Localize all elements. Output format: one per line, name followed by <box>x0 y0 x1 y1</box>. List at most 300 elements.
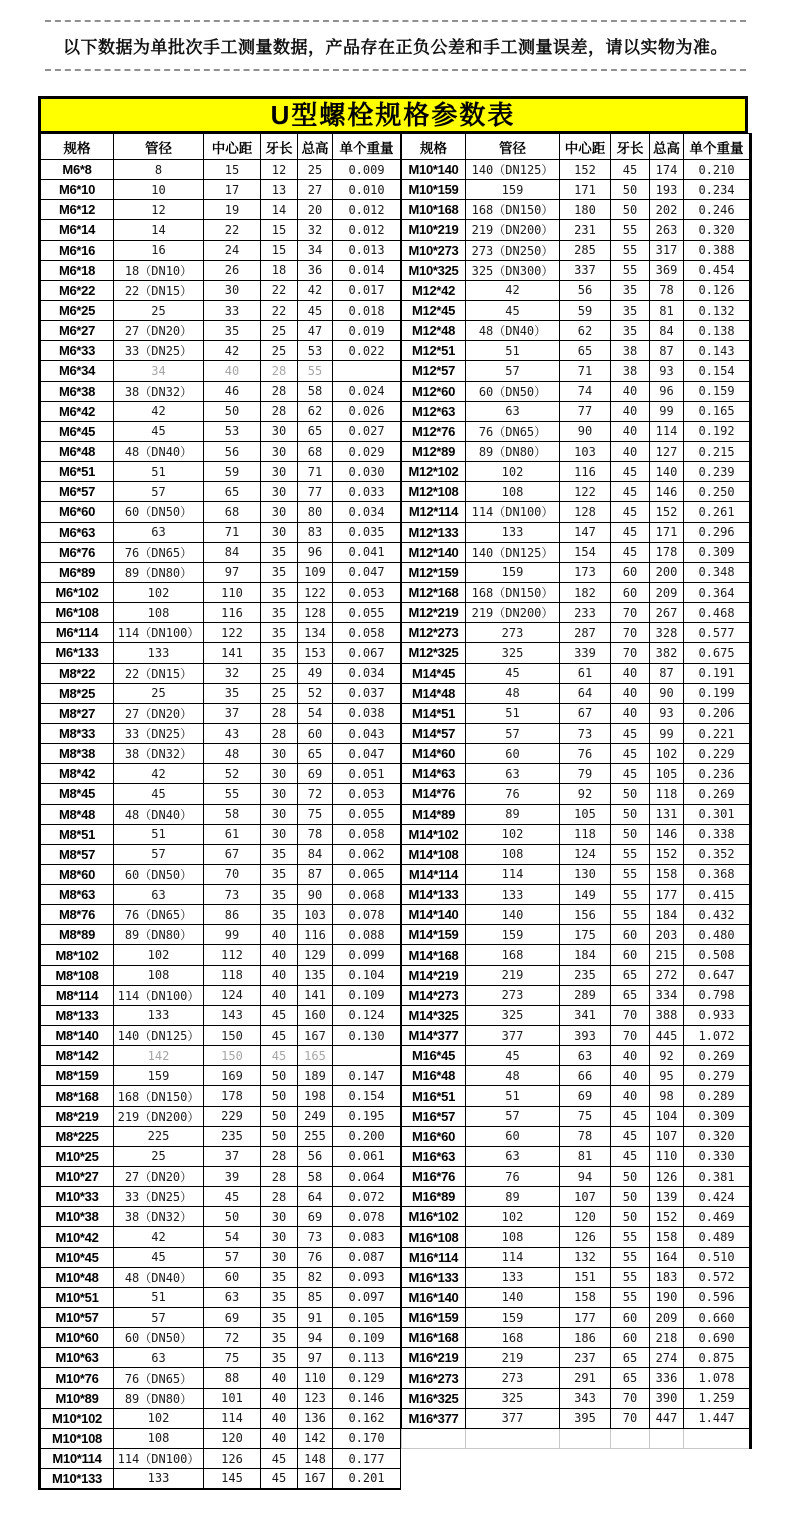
value-cell: 25 <box>114 300 204 320</box>
value-cell: 0.368 <box>684 864 751 884</box>
value-cell: 0.162 <box>333 1408 401 1428</box>
value-cell: 95 <box>650 1066 684 1086</box>
value-cell: 48（DN40） <box>114 804 204 824</box>
table-row <box>402 623 751 643</box>
table-row <box>40 562 401 582</box>
value-cell: 54 <box>298 703 333 723</box>
table-row <box>402 643 751 663</box>
table-row <box>402 1267 751 1287</box>
value-cell: 110 <box>204 582 261 602</box>
value-cell: 40 <box>261 985 298 1005</box>
spec-cell: M10*108 <box>40 1428 114 1448</box>
value-cell: 72 <box>204 1328 261 1348</box>
value-cell: 35 <box>261 542 298 562</box>
spec-cell: M10*45 <box>40 1247 114 1267</box>
value-cell: 142 <box>114 1046 204 1066</box>
value-cell: 60（DN50） <box>114 502 204 522</box>
value-cell: 317 <box>650 240 684 260</box>
value-cell: 90 <box>560 421 611 441</box>
spec-cell: M8*60 <box>40 864 114 884</box>
spec-cell: M10*219 <box>402 220 466 240</box>
spec-cell: M6*33 <box>40 341 114 361</box>
spec-cell: M8*89 <box>40 925 114 945</box>
table-row <box>402 844 751 864</box>
value-cell: 73 <box>560 723 611 743</box>
spec-cell: M6*42 <box>40 401 114 421</box>
value-cell: 45 <box>611 482 650 502</box>
spec-cell: M16*140 <box>402 1287 466 1307</box>
table-row <box>40 1066 401 1086</box>
value-cell: 325 <box>466 1388 560 1408</box>
value-cell: 53 <box>204 421 261 441</box>
value-cell: 150 <box>204 1046 261 1066</box>
table-row <box>40 200 401 220</box>
value-cell: 132 <box>560 1247 611 1267</box>
tables-container <box>38 133 748 1490</box>
spec-cell: M8*42 <box>40 764 114 784</box>
value-cell: 30 <box>261 744 298 764</box>
value-cell: 131 <box>650 804 684 824</box>
table-row <box>40 300 401 320</box>
value-cell: 87 <box>650 663 684 683</box>
value-cell <box>333 361 401 381</box>
value-cell: 152 <box>650 844 684 864</box>
value-cell: 164 <box>650 1247 684 1267</box>
column-header: 规格 <box>402 134 466 160</box>
spec-cell: M6*57 <box>40 482 114 502</box>
spec-cell: M16*133 <box>402 1267 466 1287</box>
value-cell: 145 <box>204 1469 261 1489</box>
table-row <box>40 623 401 643</box>
spec-cell: M16*325 <box>402 1388 466 1408</box>
value-cell: 233 <box>560 603 611 623</box>
value-cell: 158 <box>650 1227 684 1247</box>
value-cell: 42 <box>466 280 560 300</box>
spec-cell: M8*45 <box>40 784 114 804</box>
value-cell: 273（DN250） <box>466 240 560 260</box>
table-row <box>402 1348 751 1368</box>
spec-cell: M6*102 <box>40 582 114 602</box>
value-cell: 108 <box>466 844 560 864</box>
value-cell: 40 <box>261 925 298 945</box>
value-cell: 28 <box>261 723 298 743</box>
value-cell: 0.933 <box>684 1005 751 1025</box>
value-cell: 40 <box>611 663 650 683</box>
value-cell: 0.239 <box>684 462 751 482</box>
value-cell: 40 <box>261 1408 298 1428</box>
value-cell: 28 <box>261 1146 298 1166</box>
spec-cell: M12*159 <box>402 562 466 582</box>
value-cell: 92 <box>560 784 611 804</box>
table-row <box>402 381 751 401</box>
value-cell: 0.170 <box>333 1428 401 1448</box>
value-cell: 377 <box>466 1408 560 1428</box>
value-cell: 102 <box>466 462 560 482</box>
table-row <box>40 1368 401 1388</box>
table-row <box>402 885 751 905</box>
value-cell: 35 <box>611 321 650 341</box>
value-cell: 108 <box>114 1428 204 1448</box>
value-cell: 159 <box>466 180 560 200</box>
value-cell: 58 <box>204 804 261 824</box>
value-cell: 135 <box>298 965 333 985</box>
value-cell: 101 <box>204 1388 261 1408</box>
value-cell: 30 <box>261 502 298 522</box>
value-cell: 219（DN200） <box>466 220 560 240</box>
value-cell: 272 <box>650 965 684 985</box>
value-cell: 28 <box>261 381 298 401</box>
table-row <box>402 764 751 784</box>
value-cell: 55 <box>611 1247 650 1267</box>
value-cell: 70 <box>204 864 261 884</box>
spec-cell: M6*63 <box>40 522 114 542</box>
value-cell: 150 <box>204 1026 261 1046</box>
value-cell: 89（DN80） <box>114 1388 204 1408</box>
value-cell: 14 <box>114 220 204 240</box>
value-cell: 40 <box>611 1086 650 1106</box>
value-cell: 40 <box>261 945 298 965</box>
value-cell: 40 <box>611 421 650 441</box>
value-cell: 0.014 <box>333 260 401 280</box>
empty-cell <box>684 1428 751 1448</box>
spec-cell: M14*159 <box>402 925 466 945</box>
value-cell: 84 <box>298 844 333 864</box>
spec-cell: M10*33 <box>40 1187 114 1207</box>
value-cell: 55 <box>298 361 333 381</box>
value-cell: 445 <box>650 1026 684 1046</box>
value-cell: 76 <box>466 784 560 804</box>
value-cell: 46 <box>204 381 261 401</box>
spec-cell: M8*219 <box>40 1106 114 1126</box>
value-cell: 22 <box>261 300 298 320</box>
value-cell: 0.047 <box>333 562 401 582</box>
value-cell: 0.037 <box>333 683 401 703</box>
value-cell: 97 <box>298 1348 333 1368</box>
value-cell: 180 <box>560 200 611 220</box>
right-table <box>401 133 752 1449</box>
spec-cell: M14*57 <box>402 723 466 743</box>
value-cell: 167 <box>298 1026 333 1046</box>
value-cell: 235 <box>204 1126 261 1146</box>
table-row <box>402 421 751 441</box>
value-cell: 65 <box>560 341 611 361</box>
value-cell: 177 <box>560 1308 611 1328</box>
value-cell: 60（DN50） <box>466 381 560 401</box>
value-cell: 0.055 <box>333 804 401 824</box>
value-cell: 190 <box>650 1287 684 1307</box>
value-cell: 169 <box>204 1066 261 1086</box>
value-cell: 15 <box>261 240 298 260</box>
table-row <box>402 160 751 180</box>
spec-cell: M12*89 <box>402 441 466 461</box>
value-cell: 0.065 <box>333 864 401 884</box>
table-row <box>402 361 751 381</box>
value-cell: 35 <box>261 562 298 582</box>
spec-cell: M6*18 <box>40 260 114 280</box>
value-cell: 77 <box>298 482 333 502</box>
value-cell: 219 <box>466 1348 560 1368</box>
spec-cell: M6*38 <box>40 381 114 401</box>
value-cell: 13 <box>261 180 298 200</box>
value-cell: 30 <box>261 784 298 804</box>
value-cell: 388 <box>650 1005 684 1025</box>
value-cell: 141 <box>298 985 333 1005</box>
spec-cell: M14*168 <box>402 945 466 965</box>
value-cell: 40 <box>261 1368 298 1388</box>
value-cell: 129 <box>298 945 333 965</box>
value-cell: 0.489 <box>684 1227 751 1247</box>
value-cell: 108 <box>114 965 204 985</box>
value-cell: 25 <box>261 663 298 683</box>
spec-cell: M12*133 <box>402 522 466 542</box>
value-cell: 334 <box>650 985 684 1005</box>
value-cell: 114 <box>466 864 560 884</box>
value-cell: 291 <box>560 1368 611 1388</box>
value-cell: 218 <box>650 1328 684 1348</box>
table-row <box>402 683 751 703</box>
value-cell: 89 <box>466 804 560 824</box>
table-row <box>40 723 401 743</box>
table-row <box>40 1227 401 1247</box>
value-cell: 98 <box>650 1086 684 1106</box>
spec-cell: M8*108 <box>40 965 114 985</box>
value-cell: 114 <box>650 421 684 441</box>
value-cell: 219 <box>466 965 560 985</box>
value-cell: 0.088 <box>333 925 401 945</box>
table-row <box>40 1026 401 1046</box>
value-cell: 0.062 <box>333 844 401 864</box>
table-row <box>402 1247 751 1267</box>
value-cell: 45 <box>466 300 560 320</box>
value-cell: 0.053 <box>333 582 401 602</box>
table-row <box>40 462 401 482</box>
value-cell: 0.051 <box>333 764 401 784</box>
value-cell: 0.078 <box>333 905 401 925</box>
value-cell: 200 <box>650 562 684 582</box>
value-cell: 0.078 <box>333 1207 401 1227</box>
value-cell: 225 <box>114 1126 204 1146</box>
table-row <box>402 321 751 341</box>
value-cell: 76（DN65） <box>114 542 204 562</box>
value-cell: 19 <box>204 200 261 220</box>
value-cell: 102 <box>114 1408 204 1428</box>
spec-cell: M8*133 <box>40 1005 114 1025</box>
value-cell: 159 <box>466 562 560 582</box>
value-cell: 126 <box>560 1227 611 1247</box>
value-cell: 123 <box>298 1388 333 1408</box>
table-row <box>40 220 401 240</box>
table-row <box>40 1146 401 1166</box>
spec-cell: M12*63 <box>402 401 466 421</box>
value-cell: 45 <box>611 462 650 482</box>
table-row <box>402 1146 751 1166</box>
spec-cell: M12*60 <box>402 381 466 401</box>
table-row <box>402 300 751 320</box>
table-row <box>40 1005 401 1025</box>
spec-cell: M12*108 <box>402 482 466 502</box>
spec-cell: M16*57 <box>402 1106 466 1126</box>
value-cell: 65 <box>611 985 650 1005</box>
spec-cell: M10*140 <box>402 160 466 180</box>
value-cell: 94 <box>560 1167 611 1187</box>
value-cell: 50 <box>261 1066 298 1086</box>
value-cell: 63 <box>560 1046 611 1066</box>
value-cell: 263 <box>650 220 684 240</box>
value-cell: 51 <box>114 824 204 844</box>
table-row <box>402 1167 751 1187</box>
value-cell: 35 <box>261 1267 298 1287</box>
value-cell: 337 <box>560 260 611 280</box>
value-cell: 55 <box>204 784 261 804</box>
column-header: 总高 <box>650 134 684 160</box>
value-cell: 0.675 <box>684 643 751 663</box>
value-cell: 390 <box>650 1388 684 1408</box>
value-cell: 35 <box>261 864 298 884</box>
value-cell: 92 <box>650 1046 684 1066</box>
value-cell: 50 <box>204 401 261 421</box>
value-cell: 0.097 <box>333 1287 401 1307</box>
value-cell: 61 <box>204 824 261 844</box>
table-row <box>402 1408 751 1428</box>
spec-cell: M8*159 <box>40 1066 114 1086</box>
value-cell: 168（DN150） <box>466 200 560 220</box>
disclaimer-text: 以下数据为单批次手工测量数据，产品存在正负公差和手工测量误差，请以实物为准。 <box>63 38 728 57</box>
table-row <box>402 1026 751 1046</box>
value-cell: 65 <box>611 1368 650 1388</box>
spec-cell: M16*114 <box>402 1247 466 1267</box>
value-cell: 0.320 <box>684 1126 751 1146</box>
column-header: 牙长 <box>261 134 298 160</box>
value-cell: 70 <box>611 1408 650 1428</box>
value-cell: 45 <box>611 1106 650 1126</box>
value-cell <box>333 1046 401 1066</box>
value-cell: 27（DN20） <box>114 703 204 723</box>
value-cell: 28 <box>261 401 298 421</box>
value-cell: 0.236 <box>684 764 751 784</box>
table-row <box>40 1469 401 1489</box>
value-cell: 136 <box>298 1408 333 1428</box>
value-cell: 285 <box>560 240 611 260</box>
value-cell: 122 <box>298 582 333 602</box>
table-row <box>40 381 401 401</box>
value-cell: 45 <box>611 1146 650 1166</box>
table-row <box>402 562 751 582</box>
value-cell: 35 <box>261 1328 298 1348</box>
spec-cell: M12*76 <box>402 421 466 441</box>
value-cell: 102 <box>114 582 204 602</box>
value-cell: 63 <box>466 401 560 421</box>
table-row <box>40 582 401 602</box>
spec-cell: M6*51 <box>40 462 114 482</box>
table-row <box>402 905 751 925</box>
value-cell: 0.309 <box>684 1106 751 1126</box>
value-cell: 336 <box>650 1368 684 1388</box>
value-cell: 133 <box>114 1469 204 1489</box>
value-cell: 30 <box>261 1247 298 1267</box>
column-header: 中心距 <box>560 134 611 160</box>
value-cell: 0.154 <box>684 361 751 381</box>
column-header: 牙长 <box>611 134 650 160</box>
table-row <box>40 482 401 502</box>
table-row <box>402 1227 751 1247</box>
value-cell: 0.026 <box>333 401 401 421</box>
value-cell: 42 <box>204 341 261 361</box>
value-cell: 382 <box>650 643 684 663</box>
value-cell: 56 <box>204 441 261 461</box>
value-cell: 103 <box>560 441 611 461</box>
value-cell: 325（DN300） <box>466 260 560 280</box>
spec-cell: M12*45 <box>402 300 466 320</box>
value-cell: 93 <box>650 703 684 723</box>
value-cell: 60（DN50） <box>114 1328 204 1348</box>
value-cell: 62 <box>560 321 611 341</box>
table-row <box>40 1308 401 1328</box>
value-cell: 0.309 <box>684 542 751 562</box>
table-row <box>40 522 401 542</box>
spec-cell: M10*325 <box>402 260 466 280</box>
spec-cell: M6*133 <box>40 643 114 663</box>
spec-cell: M12*57 <box>402 361 466 381</box>
empty-cell <box>560 1428 611 1448</box>
value-cell: 45 <box>114 784 204 804</box>
value-cell: 58 <box>298 1167 333 1187</box>
value-cell: 35 <box>261 623 298 643</box>
value-cell: 133 <box>114 1005 204 1025</box>
spec-cell: M8*25 <box>40 683 114 703</box>
value-cell: 0.017 <box>333 280 401 300</box>
value-cell: 65 <box>298 421 333 441</box>
value-cell: 168 <box>466 945 560 965</box>
value-cell: 45 <box>261 1005 298 1025</box>
table-row <box>40 542 401 562</box>
value-cell: 0.030 <box>333 462 401 482</box>
table-row <box>40 965 401 985</box>
value-cell: 0.250 <box>684 482 751 502</box>
value-cell: 0.113 <box>333 1348 401 1368</box>
value-cell: 33 <box>204 300 261 320</box>
spec-cell: M8*22 <box>40 663 114 683</box>
spec-cell: M12*48 <box>402 321 466 341</box>
value-cell: 81 <box>650 300 684 320</box>
value-cell: 71 <box>298 462 333 482</box>
value-cell: 84 <box>204 542 261 562</box>
value-cell: 151 <box>560 1267 611 1287</box>
value-cell: 0.147 <box>333 1066 401 1086</box>
value-cell: 102 <box>650 744 684 764</box>
table-row <box>402 804 751 824</box>
value-cell: 116 <box>204 603 261 623</box>
value-cell: 1.259 <box>684 1388 751 1408</box>
value-cell: 112 <box>204 945 261 965</box>
value-cell: 25 <box>114 1146 204 1166</box>
value-cell: 0.093 <box>333 1267 401 1287</box>
value-cell: 50 <box>611 804 650 824</box>
value-cell: 215 <box>650 945 684 965</box>
spec-cell: M12*325 <box>402 643 466 663</box>
value-cell: 0.058 <box>333 623 401 643</box>
table-row <box>402 824 751 844</box>
value-cell: 70 <box>611 1005 650 1025</box>
table-row <box>402 945 751 965</box>
spec-cell: M10*133 <box>40 1469 114 1489</box>
table-row <box>402 1005 751 1025</box>
table-row <box>402 582 751 602</box>
table-row <box>40 804 401 824</box>
value-cell: 12 <box>114 200 204 220</box>
table-row <box>40 1449 401 1469</box>
value-cell: 63 <box>466 1146 560 1166</box>
value-cell: 219（DN200） <box>114 1106 204 1126</box>
